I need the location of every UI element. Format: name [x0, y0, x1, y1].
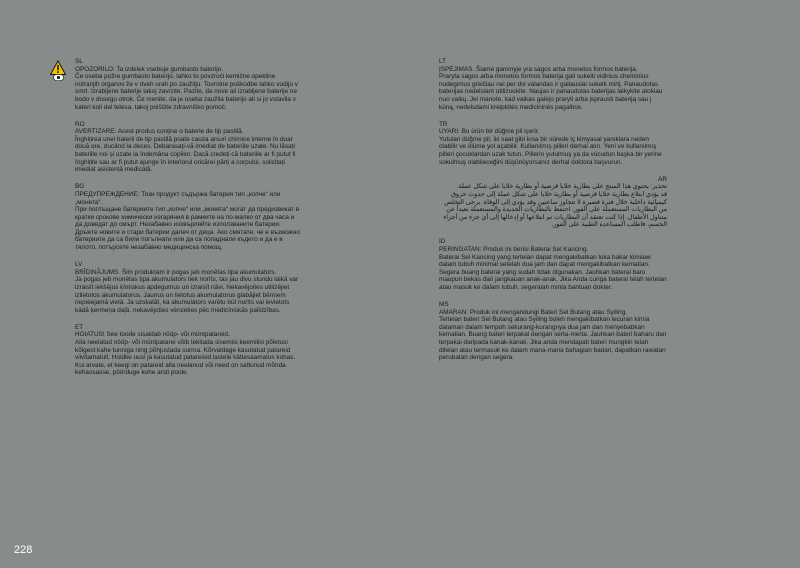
- battery-info-icon: [53, 74, 64, 81]
- warning-text: AMARAN: Produk ini mengandungi Bateri Sel Butang atau Syiling. Tertelan bateri Sel Butang atau Syiling boleh mengakibatkan lecuran kimia dalaman dalam tempoh sekurang-kurangnya dua jam dan menyebabkan kematian. Buang bateri terpakai dengan serta-merta. Jauhkan bateri baharu dan terpakai daripada kanak-kanak. Jika anda mendapati bateri mungkin telah ditelan atau termasuk ke dalam mana-mana bahagian badan, dapatkan rawatan perubatan dengan segera.: [439, 308, 667, 362]
- warning-text: HOIATUS! See toode sisaldab nööp- või müntpatareid. Alla neelatud nööp- või müntpatarei võib tekitada sisemisi keemilisi põletusi kõigest kahe tunniga ning põhjustada surma. Kõrvaldage kasutatud patareid viivitamatult. Hoidke uusi ja kasutatud patareisid lastele kättesaamatus kohas. Kui arvate, et keegi on patareid alla neelanud või need on sattunud mõnda kehaosasse, pöörduge kohe arsti poole.: [75, 331, 296, 377]
- language-code: LV: [75, 261, 83, 269]
- language-code: ID: [439, 238, 446, 246]
- right-page: [400, 0, 800, 568]
- warning-block-tr: [439, 121, 667, 167]
- warning-text: BRĪDINĀJUMS. Šim produktam ir pogas jeb monētas tipa akumulators. Ja pogas jeb monētas tipa akumulators tiek norīts, tas jau divu stundu laikā var izraisīt iekšējus ķīmiskus apdegumus un izraisīt nāvi. Nekavējoties utilizējiet izlietotos akumulatorus. Jaunus un lietotus akumulatorus glabājiet bērniem nepieejamā vietā. Ja uzskatāt, ka akumulators varētu būt norīts vai ievietots kādā ķermeņa daļā, nekavējoties vērsieties pēc medicīniskās palīdzības.: [75, 268, 299, 314]
- warning-block-lt: [439, 58, 667, 111]
- warning-block-bg: [75, 183, 300, 251]
- warning-block-ar: [439, 176, 667, 229]
- warning-text: ПРЕДУПРЕЖДЕНИЕ: Този продукт съдържа батерия тип „копче“ или „монета“. При поглъщане батериите тип „копче“ или „монета“ могат да предизвикат в кратки срокове химически изгаряния в рамките на по-малко от два часа и да доведат до смърт. Незабавно изхвърляйте използваните батерии. Дръжте новите и стари батерии далеч от деца. Ако смятате, че е възможно батериите да са били погълнати или да са попаднали където и да е в тялото, потърсете незабавно медицинска помощ.: [75, 190, 300, 252]
- language-code: MS: [439, 301, 449, 309]
- warning-block-lv: [75, 261, 300, 314]
- warning-text: PERINGATAN: Produk ini berisi Baterai Sel Kancing. Baterai Sel Kancing yang tertelan dapat mengakibatkan luka bakar kimiawi dalam tubuh minimal setelah dua jam dan dapat mengakibatkan kematian. Segera buang baterai yang sudah tidak digunakan. Jauhkan baterai baru maupun bekas dari jangkauan anak-anak. Jika Anda curiga baterai telah tertelan atau masuk ke dalam tubuh, segeralah minta bantuan dokter.: [439, 245, 667, 291]
- language-code: AR: [658, 175, 667, 183]
- warning-block-id: [439, 238, 667, 291]
- warning-text: UYARI: Bu ürün bir düğme pil içerir. Yutulan düğme pil, iki saat gibi kısa bir sürede iç kimyasal yanıklara neden olabilir ve ölüme yol açabilir. Kullanılmış pilleri derhal atın. Yeni ve kullanılmış pilleri çocuklardan uzak tutun. Pillerin yutulmuş ya da vücudun başka bir yerine sokulmuş olabileceğini düşünüyorsanız derhal doktora başvurun.: [439, 128, 662, 166]
- warning-block-et: [75, 324, 300, 377]
- language-code: TR: [439, 120, 448, 128]
- warning-block-ro: [75, 121, 300, 174]
- language-code: BG: [75, 183, 85, 191]
- warning-text: ĮSPĖJIMAS. Šiame gaminyje yra sagos arba monetos formos baterija. Praryta sagos arba monetos formos baterija gali sukelti vidinius cheminius nudegimus greičiau nei per dvi valandas ir galiausiai sukelti mirtį. Panaudotas baterijas nedelsiant utilizuokite. Naujas ir panaudotas baterijas laikykite atokiau nuo vaikų. Jei manote, kad vaikas galėjo praryti arba įsprausti bateriją sau į kūną, nedelsdami kreipkitės medicininės pagalbos.: [439, 65, 663, 111]
- language-code: ET: [75, 323, 84, 331]
- warning-text: OPOZORILO: Ta izdelek vsebuje gumbasto baterijo. Če oseba požre gumbasto baterijo, lahko to povzroči kemične opekline notranjih organov že v dveh urah po zaužitju. Tovrstne poškodbe lahko vodijo v smrt. Izrabljene baterije takoj zavrzite. Pazite, da nove ali izrabljene baterije ne bodo v dosegu otrok. Če menite, da je oseba zaužila baterijo ali si jo vstavila v kateri koli del telesa, takoj poiščite zdravniško pomoč.: [75, 65, 298, 111]
- warning-block-sl: [75, 58, 300, 111]
- warning-block-ms: [439, 301, 667, 362]
- warning-text: AVERTIZARE: Acest produs conține o baterie de tip pastilă. Înghițirea unei baterii de tip pastilă poate cauza arsuri chimice interne în doar două ore, ducând la deces. Debarasați-vă imediat de bateriile uzate. Nu lăsați bateriile noi și uzate la îndemâna copiilor. Dacă credeți că bateriile ar fi putut fi înghițite sau ar fi putut ajunge în interiorul oricărei părți a corpului, solicitați imediat asistență medicală.: [75, 128, 296, 174]
- right-text-column: [439, 58, 667, 371]
- language-code: LT: [439, 58, 446, 65]
- language-code: SL: [75, 58, 83, 65]
- language-code: RO: [75, 120, 85, 128]
- page-number: 228: [14, 544, 33, 556]
- left-text-column: [75, 58, 300, 386]
- warning-text: تحذير: يحتوي هذا المنتج على بطارية خلايا قرصية أو بطارية خلايا على شكل عملة. قد يؤدي ابتلاع بطارية خلايا قرصية أو بطارية خلايا على شكل عملة إلى حدوث حروق كيميائية داخلية خلال فترة قصيرة لا تتجاوز ساعتين وقد يؤدي إلى الوفاة. يرجى التخلص من البطاريات المستعملة على الفور. احتفظ بالبطاريات الجديدة والمستعملة بعيداً عن متناول الأطفال. إذا كنت تعتقد أن البطاريات تم ابتلاعها أو إدخالها إلى أي جزء من أجزاء الجسم، فاطلب المساعدة الطبية على الفور.: [443, 183, 667, 229]
